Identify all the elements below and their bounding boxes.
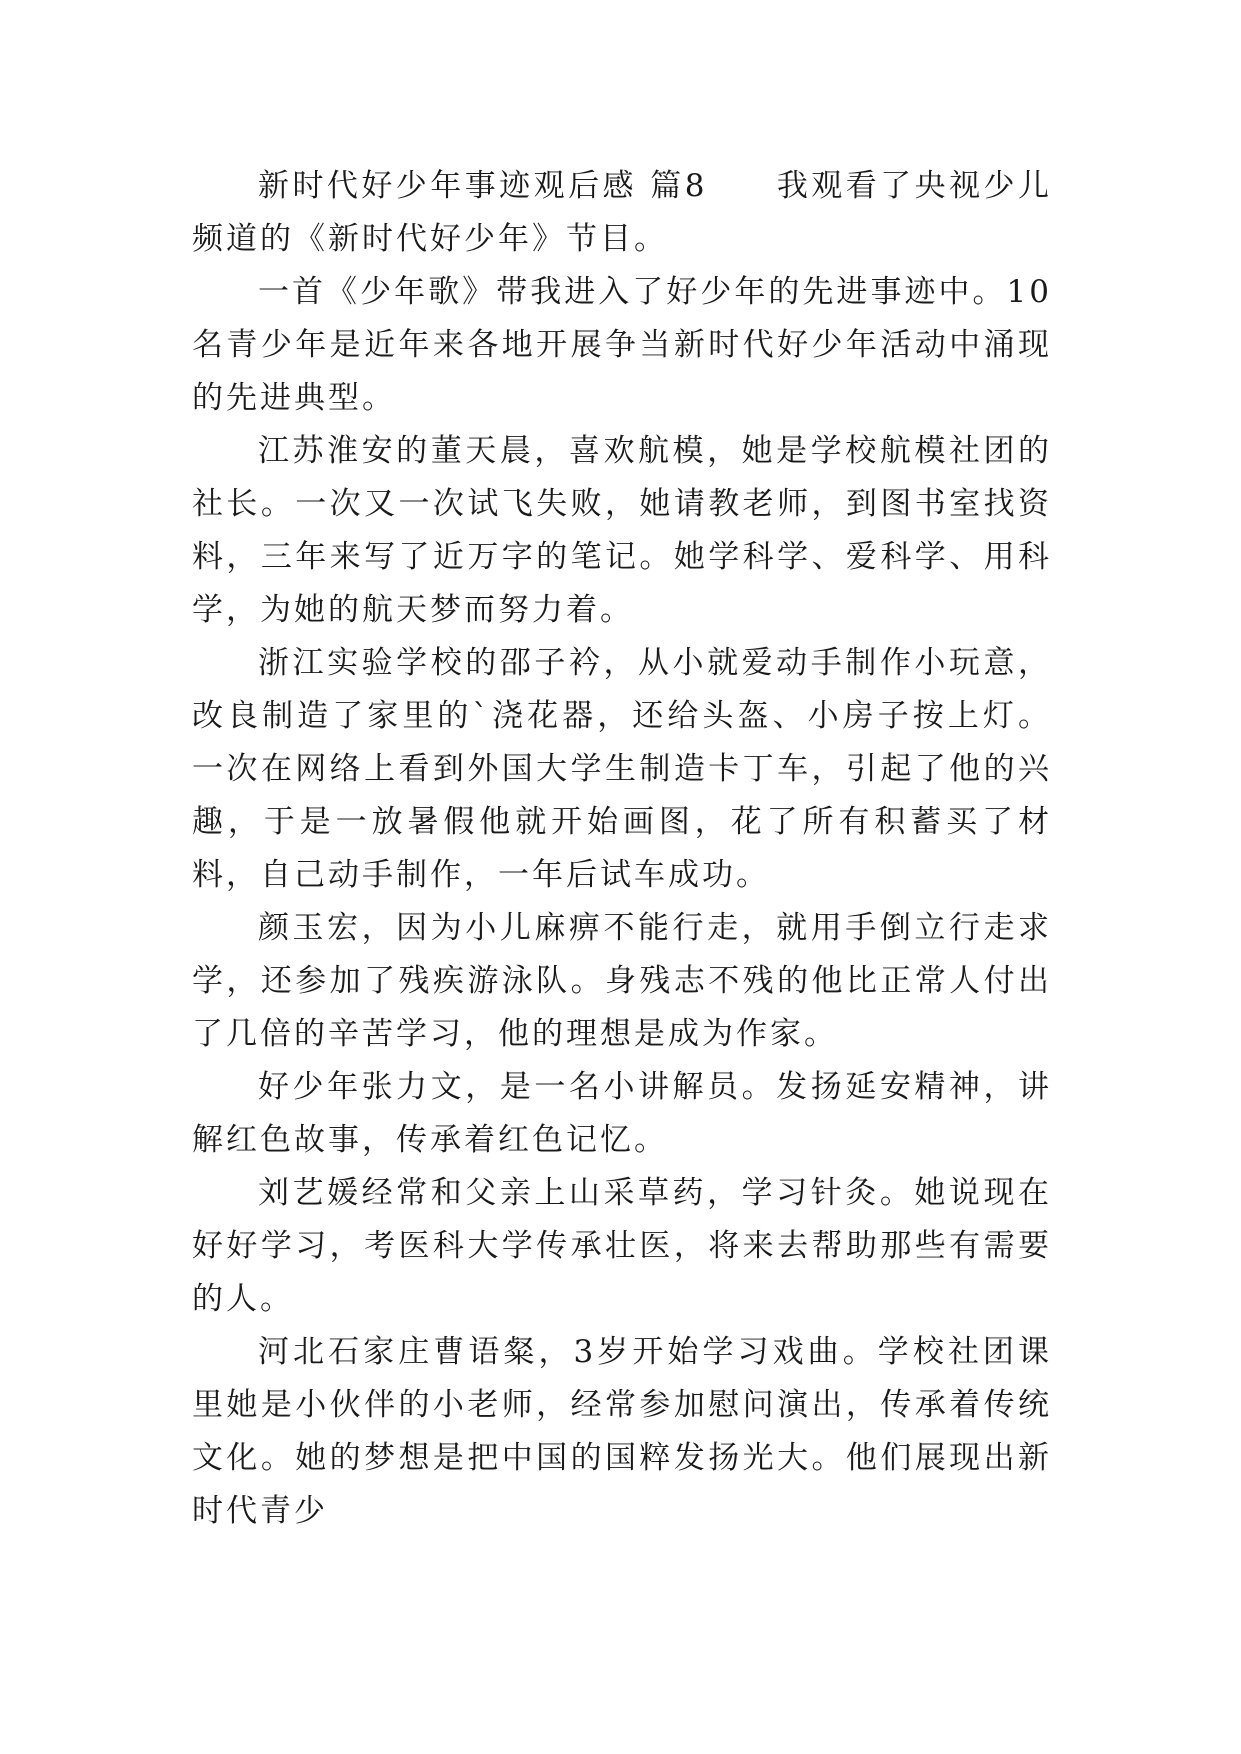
paragraph-zhang-liwen: 好少年张力文，是一名小讲解员。发扬延安精神，讲解红色故事，传承着红色记忆。 bbox=[192, 1069, 1052, 1158]
paragraph-dong-tianchen: 江苏淮安的董天晨，喜欢航模，她是学校航模社团的社长。一次又一次试飞失败，她请教老师，到图书室找资料，三年来写了近万字的笔记。她学科学、爱科学、用科学，为她的航天梦而努力着。 bbox=[192, 433, 1052, 628]
paragraph-title-intro: 新时代好少年事迹观后感 篇8 我观看了央视少儿频道的《新时代好少年》节目。 bbox=[192, 168, 1052, 257]
paragraph-shaonian-ge: 一首《少年歌》带我进入了好少年的先进事迹中。10名青少年是近年来各地开展争当新时代好少年活动中涌现的先进典型。 bbox=[192, 274, 1052, 416]
paragraph-shao-zijin: 浙江实验学校的邵子衿，从小就爱动手制作小玩意，改良制造了家里的`浇花器，还给头盔、小房子按上灯。一次在网络上看到外国大学生制造卡丁车，引起了他的兴趣，于是一放暑假他就开始画图，花了所有积蓄买了材料，自己动手制作，一年后试车成功。 bbox=[192, 645, 1052, 893]
paragraph-yan-yuhong: 颜玉宏，因为小儿麻痹不能行走，就用手倒立行走求学，还参加了残疾游泳队。身残志不残的他比正常人付出了几倍的辛苦学习，他的理想是成为作家。 bbox=[192, 910, 1052, 1052]
paragraph-liu-yiyuan: 刘艺媛经常和父亲上山采草药，学习针灸。她说现在好好学习，考医科大学传承壮医，将来去帮助那些有需要的人。 bbox=[192, 1175, 1052, 1317]
document-body bbox=[192, 160, 1052, 1538]
paragraph-cao-yucan: 河北石家庄曹语粲，3岁开始学习戏曲。学校社团课里她是小伙伴的小老师，经常参加慰问演出，传承着传统文化。她的梦想是把中国的国粹发扬光大。他们展现出新时代青少 bbox=[192, 1334, 1052, 1529]
